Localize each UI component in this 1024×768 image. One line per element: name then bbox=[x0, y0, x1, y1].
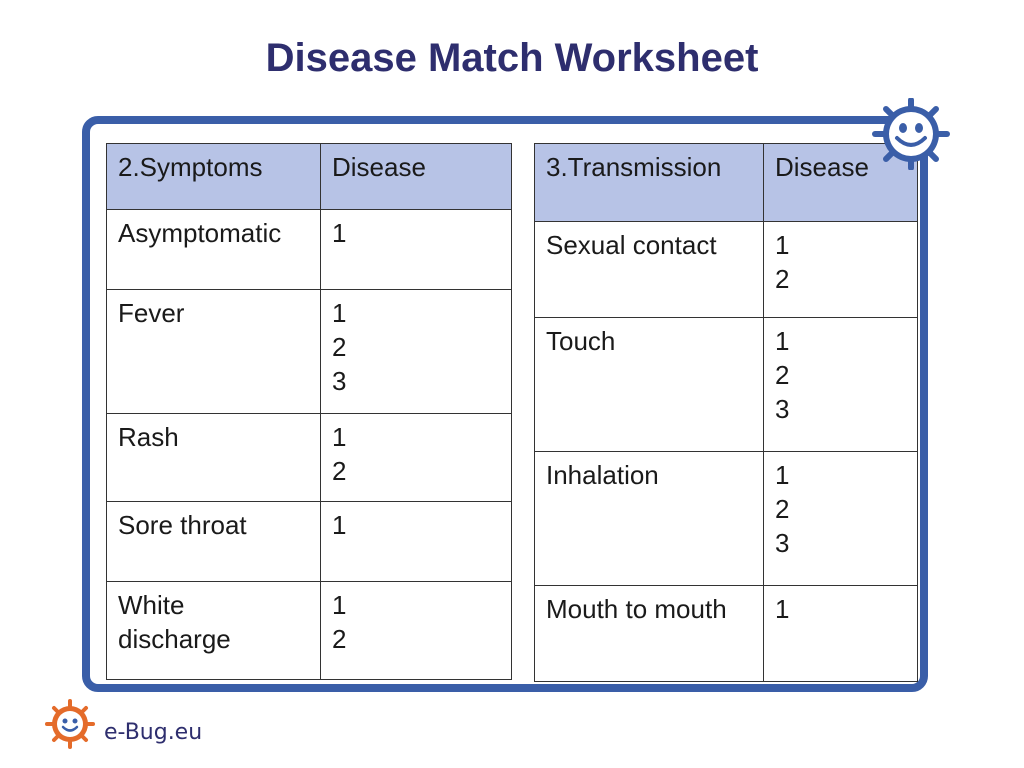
table-row bbox=[535, 222, 918, 318]
footer-site-name: e-Bug.eu bbox=[104, 720, 203, 745]
disease-cell[interactable]: 1 bbox=[321, 210, 512, 290]
transmission-header: 3.Transmission bbox=[535, 144, 764, 222]
symptom-cell: Sore throat bbox=[107, 502, 321, 582]
disease-cell[interactable]: 1 2 3 bbox=[764, 452, 918, 586]
table-header-row bbox=[535, 144, 918, 222]
disease-cell[interactable]: 1 bbox=[764, 586, 918, 682]
symptom-cell: Rash bbox=[107, 414, 321, 502]
symptoms-table bbox=[106, 143, 512, 680]
table-row bbox=[535, 586, 918, 682]
table-row bbox=[107, 502, 512, 582]
disease-cell[interactable]: 1 2 3 bbox=[764, 318, 918, 452]
table-row bbox=[107, 582, 512, 680]
transmission-cell: Mouth to mouth bbox=[535, 586, 764, 682]
disease-cell[interactable]: 1 2 bbox=[321, 582, 512, 680]
symptom-cell: Asymptomatic bbox=[107, 210, 321, 290]
ebug-microbe-icon bbox=[44, 698, 96, 750]
table-row bbox=[535, 318, 918, 452]
symptoms-header: 2.Symptoms bbox=[107, 144, 321, 210]
disease-header: Disease bbox=[764, 144, 918, 222]
transmission-cell: Sexual contact bbox=[535, 222, 764, 318]
symptom-cell: White discharge bbox=[107, 582, 321, 680]
disease-cell[interactable]: 1 bbox=[321, 502, 512, 582]
transmission-cell: Inhalation bbox=[535, 452, 764, 586]
symptom-cell: Fever bbox=[107, 290, 321, 414]
transmission-table bbox=[534, 143, 918, 682]
disease-cell[interactable]: 1 2 bbox=[764, 222, 918, 318]
table-header-row bbox=[107, 144, 512, 210]
table-row bbox=[107, 290, 512, 414]
transmission-cell: Touch bbox=[535, 318, 764, 452]
ebug-smiley-microbe-icon bbox=[870, 98, 952, 170]
table-row bbox=[107, 414, 512, 502]
disease-cell[interactable]: 1 2 bbox=[321, 414, 512, 502]
table-row bbox=[535, 452, 918, 586]
disease-header: Disease bbox=[321, 144, 512, 210]
page-title: Disease Match Worksheet bbox=[265, 36, 759, 80]
table-row bbox=[107, 210, 512, 290]
disease-cell[interactable]: 1 2 3 bbox=[321, 290, 512, 414]
